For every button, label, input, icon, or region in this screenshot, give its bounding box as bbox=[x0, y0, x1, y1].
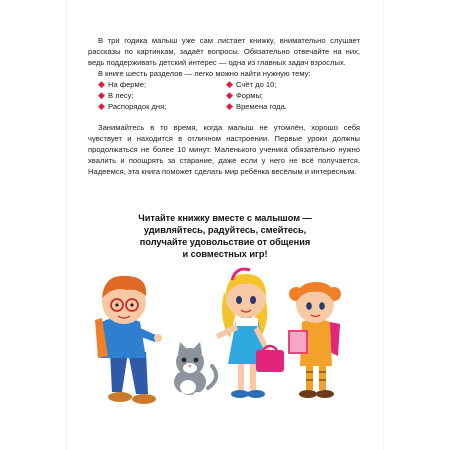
callout-line-1: Читайте книжку вместе с малышом — bbox=[138, 213, 312, 223]
bullet-icon: ◆ bbox=[226, 90, 233, 100]
intro-paragraph-2: В книге шесть разделов — легко можно найти нужную тему: bbox=[98, 69, 311, 78]
callout-line-4: и совместных игр! bbox=[182, 249, 268, 259]
blonde-girl-illustration bbox=[216, 269, 284, 398]
body-paragraph: Занимайтесь в то время, когда малыш не утомлён, хорошо себя чувствует и находится в отличном настроении. Первые уроки должны продолжаться не более 10 минут. Маленького ученика обязательно нужно хвалить и поощрять за старание, даже если у него не всё получается. Надеемся, эта книга поможет сделать мир ребёнка весёлым и интересным. bbox=[88, 123, 360, 176]
list-item: ◆ Формы; bbox=[226, 90, 264, 100]
list-item: ◆ В лесу; bbox=[98, 90, 134, 100]
list-item: ◆ Распорядок дня; bbox=[98, 101, 167, 111]
bullet-icon: ◆ bbox=[98, 90, 105, 100]
list-item: ◆ Счёт до 10; bbox=[226, 79, 277, 89]
redhead-girl-illustration bbox=[288, 282, 341, 398]
boy-illustration bbox=[95, 276, 162, 404]
list-item: ◆ На ферме; bbox=[98, 79, 147, 89]
intro-paragraph-1: В три годика малыш уже сам листает книжку, внимательно слушает рассказы по картинкам, задаёт вопросы. Обязательно отвечайте на них, ведь поддерживать детский интерес — одна из главных задач взрослых. bbox=[88, 36, 360, 67]
callout-line-3: получайте удовольствие от общения bbox=[139, 237, 311, 247]
bullet-icon: ◆ bbox=[98, 79, 105, 89]
list-item: ◆ Времена года. bbox=[226, 101, 287, 111]
cat-illustration bbox=[174, 342, 216, 398]
callout-line-2: удивляйтесь, радуйтесь, смейтесь, bbox=[143, 225, 307, 235]
bullet-icon: ◆ bbox=[226, 101, 233, 111]
bullet-icon: ◆ bbox=[98, 101, 105, 111]
bullet-icon: ◆ bbox=[226, 79, 233, 89]
